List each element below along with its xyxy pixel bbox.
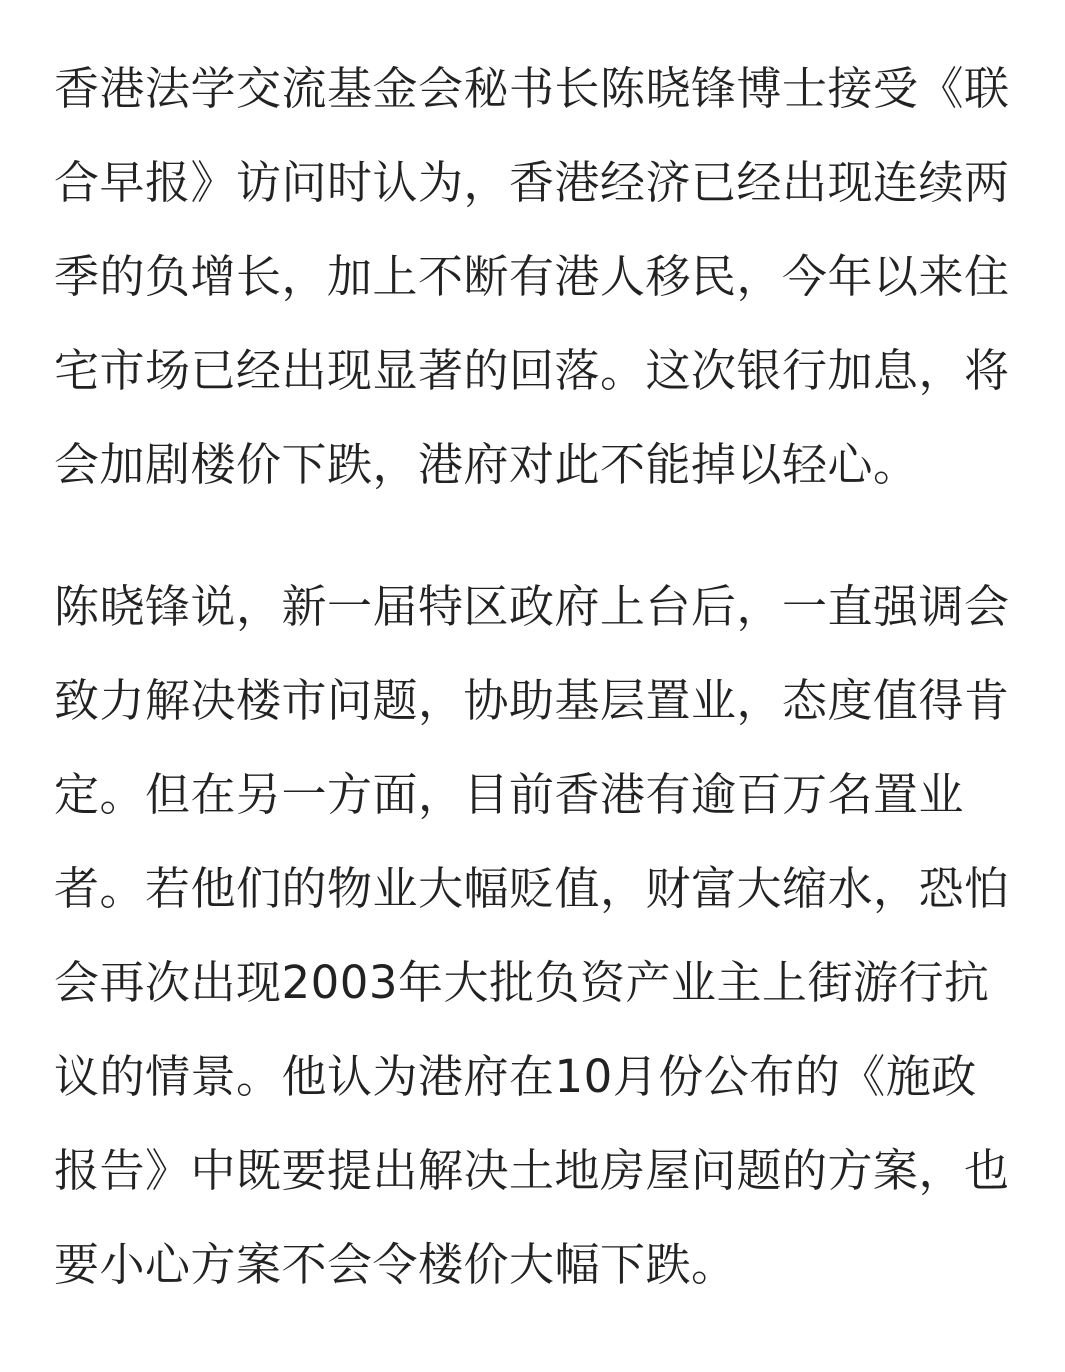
text-line: 香港法学交流基金会秘书长陈晓锋博士接受《联 (54, 62, 1010, 115)
text-line: 宅市场已经出现显著的回落。这次银行加息，将 (54, 344, 1010, 397)
text-line: 陈晓锋说，新一届特区政府上台后，一直强调会 (54, 580, 1010, 633)
text-line: 季的负增长，加上不断有港人移民，今年以来住 (54, 250, 1010, 303)
text-line: 要小心方案不会令楼价大幅下跌。 (54, 1238, 737, 1291)
text-line: 合早报》访问时认为，香港经济已经出现连续两 (54, 156, 1010, 209)
text-line: 会加剧楼价下跌，港府对此不能掉以轻心。 (54, 438, 919, 491)
text-line: 者。若他们的物业大幅贬值，财富大缩水，恐怕 (54, 862, 1010, 915)
text-line: 报告》中既要提出解决土地房屋问题的方案，也 (54, 1144, 1010, 1197)
article-body (54, 42, 1029, 1312)
text-line: 定。但在另一方面，目前香港有逾百万名置业 (54, 768, 965, 821)
paragraph-1 (54, 42, 1029, 512)
text-line: 会再次出现2003年大批负资产业主上街游行抗 (54, 956, 990, 1009)
text-line: 议的情景。他认为港府在10月份公布的《施政 (54, 1050, 977, 1103)
paragraph-2 (54, 560, 1029, 1312)
text-line: 致力解决楼市问题，协助基层置业，态度值得肯 (54, 674, 1010, 727)
